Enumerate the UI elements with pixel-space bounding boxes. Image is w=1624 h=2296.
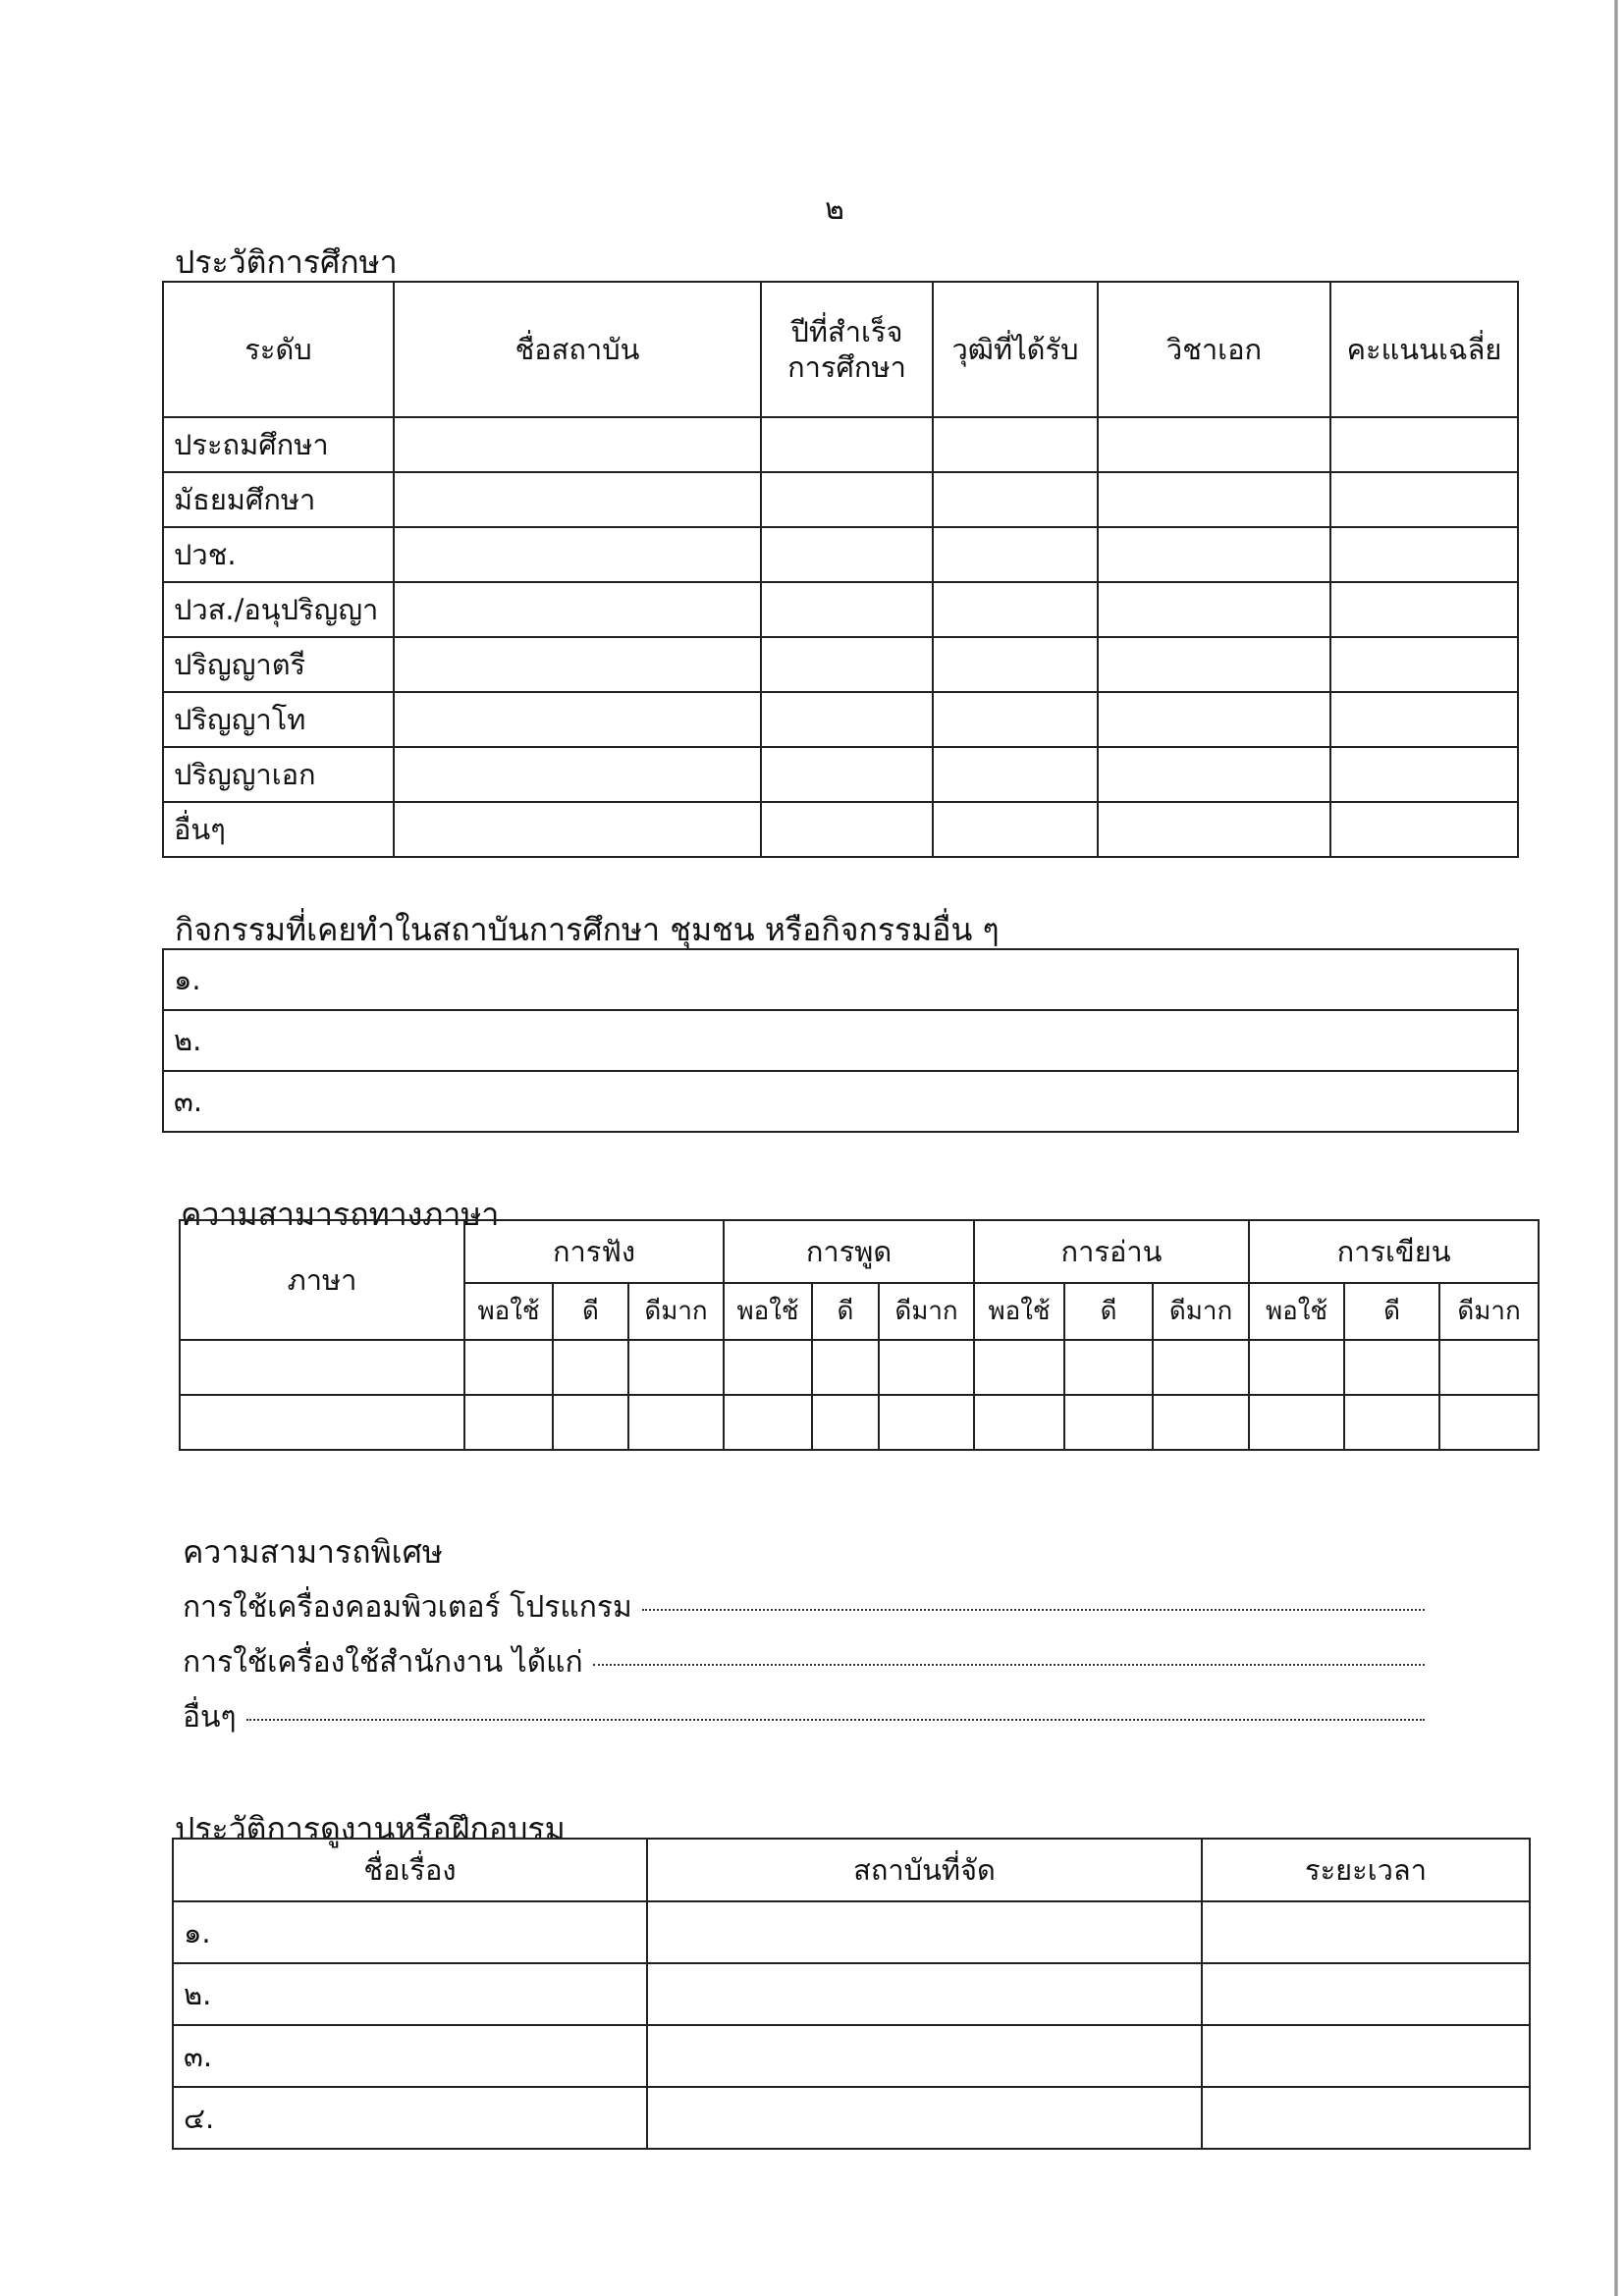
- header-listening: การฟัง: [464, 1220, 724, 1283]
- education-institution-cell[interactable]: [394, 637, 761, 692]
- language-level-cell[interactable]: [879, 1395, 974, 1450]
- education-institution-cell[interactable]: [394, 692, 761, 747]
- education-year-cell[interactable]: [761, 747, 933, 802]
- education-gpa-cell[interactable]: [1330, 637, 1518, 692]
- education-degree-cell[interactable]: [933, 527, 1098, 582]
- education-level-cell: มัธยมศึกษา: [163, 472, 394, 527]
- training-duration-cell[interactable]: [1202, 1963, 1530, 2025]
- header-year-completed: ปีที่สำเร็จการศึกษา: [761, 282, 933, 417]
- language-level-cell[interactable]: [1439, 1340, 1539, 1395]
- language-level-cell[interactable]: [1344, 1395, 1439, 1450]
- training-organizer-cell[interactable]: [647, 1963, 1202, 2025]
- education-gpa-cell[interactable]: [1330, 472, 1518, 527]
- language-skill-row: [180, 1220, 1539, 1283]
- header-duration: ระยะเวลา: [1202, 1839, 1530, 1901]
- activity-item-cell[interactable]: ๓.: [163, 1071, 1518, 1132]
- education-gpa-cell[interactable]: [1330, 582, 1518, 637]
- training-topic-cell[interactable]: ๔.: [173, 2087, 647, 2149]
- education-title: ประวัติการศึกษา: [175, 243, 398, 281]
- training-duration-cell[interactable]: [1202, 2025, 1530, 2087]
- language-level-cell[interactable]: [628, 1340, 724, 1395]
- training-topic-cell[interactable]: ๑.: [173, 1901, 647, 1963]
- education-year-cell[interactable]: [761, 582, 933, 637]
- education-degree-cell[interactable]: [933, 692, 1098, 747]
- training-row: [173, 2087, 1530, 2149]
- training-duration-cell[interactable]: [1202, 1901, 1530, 1963]
- language-level-header: พอใช้: [464, 1283, 553, 1340]
- activity-item-cell[interactable]: ๑.: [163, 949, 1518, 1010]
- language-row: [180, 1395, 1539, 1450]
- language-level-header: ดี: [553, 1283, 628, 1340]
- education-institution-cell[interactable]: [394, 527, 761, 582]
- education-row: [163, 637, 1518, 692]
- header-degree: วุฒิที่ได้รับ: [933, 282, 1098, 417]
- other-skill-label: อื่นๆ: [183, 1700, 237, 1735]
- language-level-header: ดีมาก: [1439, 1283, 1539, 1340]
- language-level-header: ดีมาก: [879, 1283, 974, 1340]
- page-number: ๒: [825, 192, 844, 227]
- education-level-cell: ปริญญาโท: [163, 692, 394, 747]
- education-institution-cell[interactable]: [394, 802, 761, 857]
- header-institution: ชื่อสถาบัน: [394, 282, 761, 417]
- activity-row[interactable]: [163, 1071, 1518, 1132]
- education-level-cell: ปวช.: [163, 527, 394, 582]
- other-skill-line: [183, 1694, 1425, 1740]
- education-major-cell[interactable]: [1098, 802, 1330, 857]
- education-institution-cell[interactable]: [394, 747, 761, 802]
- education-degree-cell[interactable]: [933, 802, 1098, 857]
- office-skill-fill[interactable]: [593, 1663, 1425, 1666]
- training-organizer-cell[interactable]: [647, 1901, 1202, 1963]
- education-table: [162, 281, 1519, 858]
- language-level-cell[interactable]: [1249, 1395, 1344, 1450]
- language-table: [179, 1219, 1540, 1451]
- language-name-cell[interactable]: [180, 1340, 464, 1395]
- language-level-header: ดี: [812, 1283, 879, 1340]
- education-year-cell[interactable]: [761, 692, 933, 747]
- education-gpa-cell[interactable]: [1330, 692, 1518, 747]
- language-level-header: ดี: [1344, 1283, 1439, 1340]
- training-title: ประวัติการดูงานหรือฝึกอบรม: [175, 1810, 566, 1847]
- header-writing: การเขียน: [1249, 1220, 1539, 1283]
- language-level-cell[interactable]: [812, 1395, 879, 1450]
- header-topic: ชื่อเรื่อง: [173, 1839, 647, 1901]
- language-level-cell[interactable]: [974, 1340, 1064, 1395]
- education-row: [163, 747, 1518, 802]
- education-major-cell[interactable]: [1098, 637, 1330, 692]
- activity-row[interactable]: [163, 1010, 1518, 1071]
- header-speaking: การพูด: [724, 1220, 974, 1283]
- education-row: [163, 417, 1518, 472]
- computer-skill-label: การใช้เครื่องคอมพิวเตอร์ โปรแกรม: [183, 1590, 632, 1625]
- header-language: ภาษา: [180, 1220, 464, 1340]
- language-level-cell[interactable]: [1344, 1340, 1439, 1395]
- education-level-cell: ปวส./อนุปริญญา: [163, 582, 394, 637]
- header-reading: การอ่าน: [974, 1220, 1249, 1283]
- education-row: [163, 472, 1518, 527]
- education-major-cell[interactable]: [1098, 692, 1330, 747]
- education-degree-cell[interactable]: [933, 472, 1098, 527]
- office-skill-label: การใช้เครื่องใช้สำนักงาน ได้แก่: [183, 1645, 583, 1680]
- language-level-header: พอใช้: [724, 1283, 812, 1340]
- training-topic-cell[interactable]: ๓.: [173, 2025, 647, 2087]
- language-level-cell[interactable]: [1439, 1395, 1539, 1450]
- language-level-cell[interactable]: [724, 1395, 812, 1450]
- education-degree-cell[interactable]: [933, 582, 1098, 637]
- activities-table: [162, 948, 1519, 1133]
- education-year-cell[interactable]: [761, 802, 933, 857]
- training-table: [172, 1838, 1531, 2150]
- training-topic-cell[interactable]: ๒.: [173, 1963, 647, 2025]
- activity-row[interactable]: [163, 949, 1518, 1010]
- language-level-cell[interactable]: [553, 1340, 628, 1395]
- language-level-cell[interactable]: [1153, 1395, 1249, 1450]
- language-level-cell[interactable]: [879, 1340, 974, 1395]
- language-name-cell[interactable]: [180, 1395, 464, 1450]
- office-skill-line: [183, 1639, 1425, 1685]
- activities-title: กิจกรรมที่เคยทำในสถาบันการศึกษา ชุมชน หรือกิจกรรมอื่น ๆ: [175, 911, 1000, 948]
- training-row: [173, 1901, 1530, 1963]
- education-header-row: [163, 282, 1518, 417]
- training-row: [173, 1963, 1530, 2025]
- education-level-cell: ประถมศึกษา: [163, 417, 394, 472]
- education-level-cell: ปริญญาเอก: [163, 747, 394, 802]
- header-level: ระดับ: [163, 282, 394, 417]
- education-gpa-cell[interactable]: [1330, 527, 1518, 582]
- language-level-cell[interactable]: [1249, 1340, 1344, 1395]
- language-level-cell[interactable]: [553, 1395, 628, 1450]
- training-row: [173, 2025, 1530, 2087]
- page-edge-shadow: [1614, 0, 1618, 2296]
- training-organizer-cell[interactable]: [647, 2087, 1202, 2149]
- language-level-cell[interactable]: [1064, 1395, 1153, 1450]
- activity-item-cell[interactable]: ๒.: [163, 1010, 1518, 1071]
- education-year-cell[interactable]: [761, 472, 933, 527]
- education-degree-cell[interactable]: [933, 637, 1098, 692]
- education-major-cell[interactable]: [1098, 417, 1330, 472]
- language-level-header: ดี: [1064, 1283, 1153, 1340]
- computer-skill-line: [183, 1584, 1425, 1630]
- education-row: [163, 527, 1518, 582]
- training-organizer-cell[interactable]: [647, 2025, 1202, 2087]
- education-major-cell[interactable]: [1098, 472, 1330, 527]
- language-level-header: พอใช้: [1249, 1283, 1344, 1340]
- language-level-header: ดีมาก: [628, 1283, 724, 1340]
- education-level-cell: อื่นๆ: [163, 802, 394, 857]
- language-level-cell[interactable]: [1064, 1340, 1153, 1395]
- language-level-cell[interactable]: [724, 1340, 812, 1395]
- computer-skill-fill[interactable]: [642, 1608, 1425, 1611]
- header-gpa: คะแนนเฉลี่ย: [1330, 282, 1518, 417]
- language-level-header: ดีมาก: [1153, 1283, 1249, 1340]
- training-duration-cell[interactable]: [1202, 2087, 1530, 2149]
- language-level-cell[interactable]: [812, 1340, 879, 1395]
- language-level-cell[interactable]: [464, 1340, 553, 1395]
- header-major: วิชาเอก: [1098, 282, 1330, 417]
- education-gpa-cell[interactable]: [1330, 417, 1518, 472]
- education-year-cell[interactable]: [761, 527, 933, 582]
- education-gpa-cell[interactable]: [1330, 802, 1518, 857]
- language-level-cell[interactable]: [1153, 1340, 1249, 1395]
- education-gpa-cell[interactable]: [1330, 747, 1518, 802]
- other-skill-fill[interactable]: [246, 1718, 1425, 1721]
- special-title: ความสามารถพิเศษ: [183, 1533, 443, 1571]
- language-level-header: พอใช้: [974, 1283, 1064, 1340]
- education-major-cell[interactable]: [1098, 527, 1330, 582]
- language-level-cell[interactable]: [464, 1395, 553, 1450]
- education-row: [163, 802, 1518, 857]
- education-major-cell[interactable]: [1098, 747, 1330, 802]
- education-institution-cell[interactable]: [394, 472, 761, 527]
- education-level-cell: ปริญญาตรี: [163, 637, 394, 692]
- education-major-cell[interactable]: [1098, 582, 1330, 637]
- education-year-cell[interactable]: [761, 637, 933, 692]
- education-row: [163, 582, 1518, 637]
- header-organizer: สถาบันที่จัด: [647, 1839, 1202, 1901]
- language-level-cell[interactable]: [974, 1395, 1064, 1450]
- training-header-row: [173, 1839, 1530, 1901]
- language-level-cell[interactable]: [628, 1395, 724, 1450]
- education-degree-cell[interactable]: [933, 747, 1098, 802]
- language-row: [180, 1340, 1539, 1395]
- education-year-cell[interactable]: [761, 417, 933, 472]
- language-title: ความสามารถทางภาษา: [181, 1196, 500, 1233]
- education-row: [163, 692, 1518, 747]
- education-degree-cell[interactable]: [933, 417, 1098, 472]
- education-institution-cell[interactable]: [394, 582, 761, 637]
- education-institution-cell[interactable]: [394, 417, 761, 472]
